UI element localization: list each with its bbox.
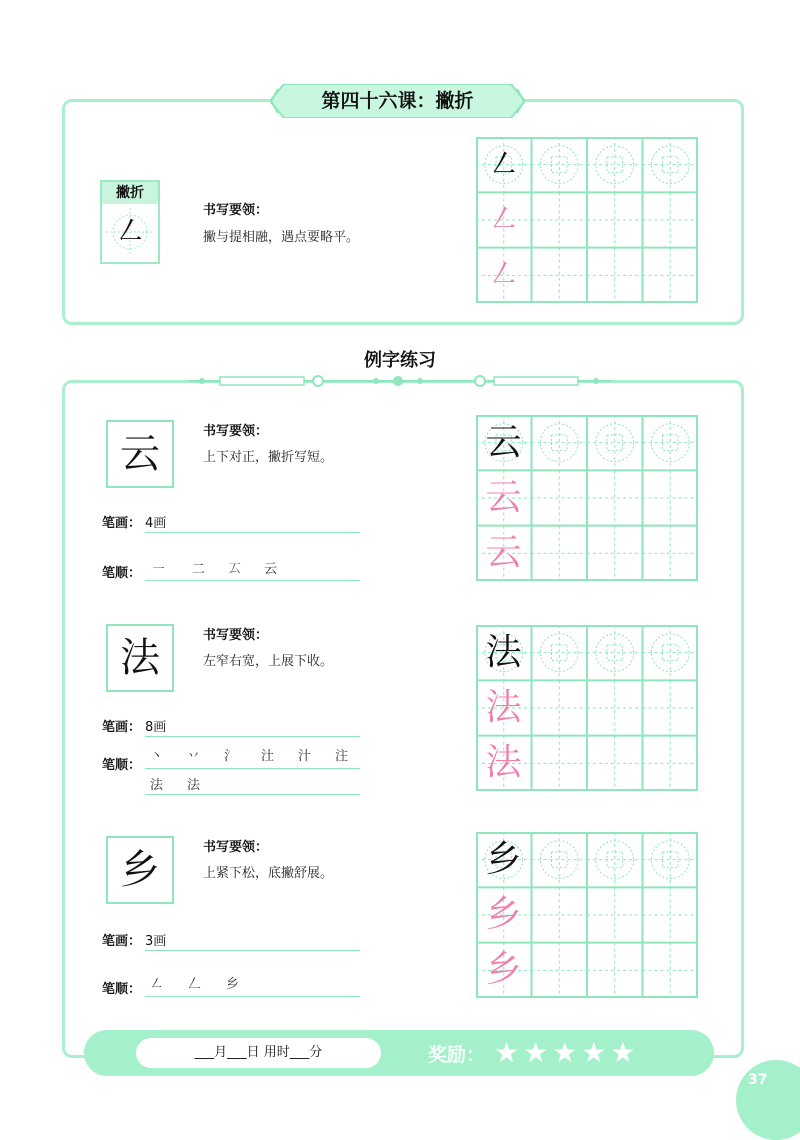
grid-guide-square	[607, 852, 623, 867]
order-step: 法	[150, 778, 164, 793]
order-step: 𠃋	[188, 977, 202, 992]
example-practice-grid-1[interactable]	[476, 415, 698, 581]
footer-bar	[84, 1030, 714, 1076]
example-order-label-2: 笔顺：	[102, 758, 142, 773]
stroke-count-label: 笔画：	[102, 516, 142, 531]
example-stroke-count-row-3	[102, 930, 166, 949]
example-stroke-count-row-2	[102, 716, 166, 735]
order-step: 氵	[224, 749, 238, 764]
stroke-card	[100, 180, 160, 264]
example-char-2: 法	[120, 635, 160, 681]
stroke-count-label: 笔画：	[102, 934, 142, 949]
stroke-count-underline	[145, 950, 360, 951]
stroke-count-value: 4画	[145, 516, 167, 531]
stroke-order-underline	[145, 794, 360, 795]
grid-guide-square	[551, 645, 567, 660]
example-practice-grid-3[interactable]	[476, 832, 698, 998]
example-char-box-1	[106, 420, 174, 488]
grid-guide-square	[662, 852, 678, 867]
example-char-box-3	[106, 836, 174, 904]
lesson-key-text: 撇与提相融，遇点要略平。	[203, 230, 360, 245]
practice-char: 云	[485, 422, 522, 463]
example-order-label-1: 笔顺：	[102, 566, 142, 581]
grid-guide-square	[662, 157, 678, 172]
order-step: 乡	[226, 977, 240, 992]
lesson-key-title: 书写要领：	[203, 203, 269, 218]
grid-guide-square	[607, 645, 623, 660]
grid-guide-square	[662, 645, 678, 660]
order-step: 二	[192, 562, 206, 577]
page-number-badge	[736, 1060, 800, 1140]
example-key-text-2: 左窄右宽，上展下收。	[203, 654, 334, 669]
grid-guide-square	[551, 157, 567, 172]
stroke-count-value: 3画	[145, 934, 167, 949]
grid-guide-square	[551, 435, 567, 450]
order-step: 丶	[150, 749, 164, 764]
practice-char: 法	[485, 632, 522, 673]
date-time-text: ___月___日 用时___分	[194, 1045, 323, 1060]
practice-char: 乡	[485, 839, 522, 880]
grid-guide-square	[607, 157, 623, 172]
stroke-card-label: 撇折	[102, 182, 158, 204]
example-order-line-2a	[150, 745, 365, 764]
stroke-card-cell	[106, 208, 154, 256]
example-key-title-2: 书写要领：	[203, 628, 269, 643]
lesson-title-ribbon	[270, 84, 525, 118]
lesson-practice-char-2: ㇜	[488, 202, 519, 237]
section-title: 例字练习	[364, 350, 436, 371]
example-key-text-3: 上紧下松，底撇舒展。	[203, 866, 334, 881]
example-order-label-3: 笔顺：	[102, 982, 142, 997]
stroke-card-glyph: ㇜	[115, 214, 145, 249]
order-step: 注	[335, 749, 349, 764]
stroke-order-underline	[145, 580, 360, 581]
example-order-line-3	[150, 973, 264, 992]
example-stroke-count-row-1	[102, 512, 166, 531]
practice-char: 乡	[485, 894, 522, 935]
stroke-order-underline	[145, 768, 360, 769]
example-key-title-1: 书写要领：	[203, 424, 269, 439]
example-practice-grid-2[interactable]	[476, 625, 698, 791]
stroke-count-underline	[145, 532, 360, 533]
order-step: 丷	[187, 749, 201, 764]
stroke-count-underline	[145, 736, 360, 737]
order-step: ㇜	[150, 977, 164, 992]
practice-char: 云	[485, 477, 522, 518]
example-char-1: 云	[120, 431, 160, 477]
example-key-title-3: 书写要领：	[203, 840, 269, 855]
order-step: ㇐	[152, 562, 166, 577]
practice-char: 法	[485, 687, 522, 728]
practice-char: 云	[485, 532, 522, 573]
order-step: 云	[264, 562, 278, 577]
practice-char: 法	[485, 742, 522, 783]
example-order-line-1	[152, 558, 300, 577]
order-step: 汁	[298, 749, 312, 764]
date-time-pill[interactable]	[136, 1038, 381, 1068]
order-step: 汢	[261, 749, 275, 764]
example-char-box-2	[106, 624, 174, 692]
page-number: 37	[748, 1072, 768, 1088]
example-char-3: 乡	[120, 847, 160, 893]
example-order-line-2b	[150, 774, 224, 793]
example-key-text-1: 上下对正，撇折写短。	[203, 450, 334, 465]
order-step: 𠫔	[228, 562, 242, 577]
grid-guide-square	[662, 435, 678, 450]
lesson-title: 第四十六课：撇折	[321, 90, 474, 112]
stroke-count-label: 笔画：	[102, 720, 142, 735]
practice-char: 乡	[485, 949, 522, 990]
grid-guide-square	[607, 435, 623, 450]
reward-stars-icon[interactable]: ★★★★★	[494, 1036, 640, 1069]
lesson-practice-grid[interactable]	[476, 137, 698, 303]
grid-guide-square	[551, 852, 567, 867]
stroke-order-underline	[145, 996, 360, 997]
stroke-count-value: 8画	[145, 720, 167, 735]
reward-label: 奖励：	[428, 1044, 486, 1066]
lesson-practice-char-3: ㇜	[488, 257, 519, 292]
lesson-practice-char-1: ㇜	[488, 147, 519, 182]
panel-ornament-line	[190, 374, 610, 388]
order-step: 法	[187, 778, 201, 793]
